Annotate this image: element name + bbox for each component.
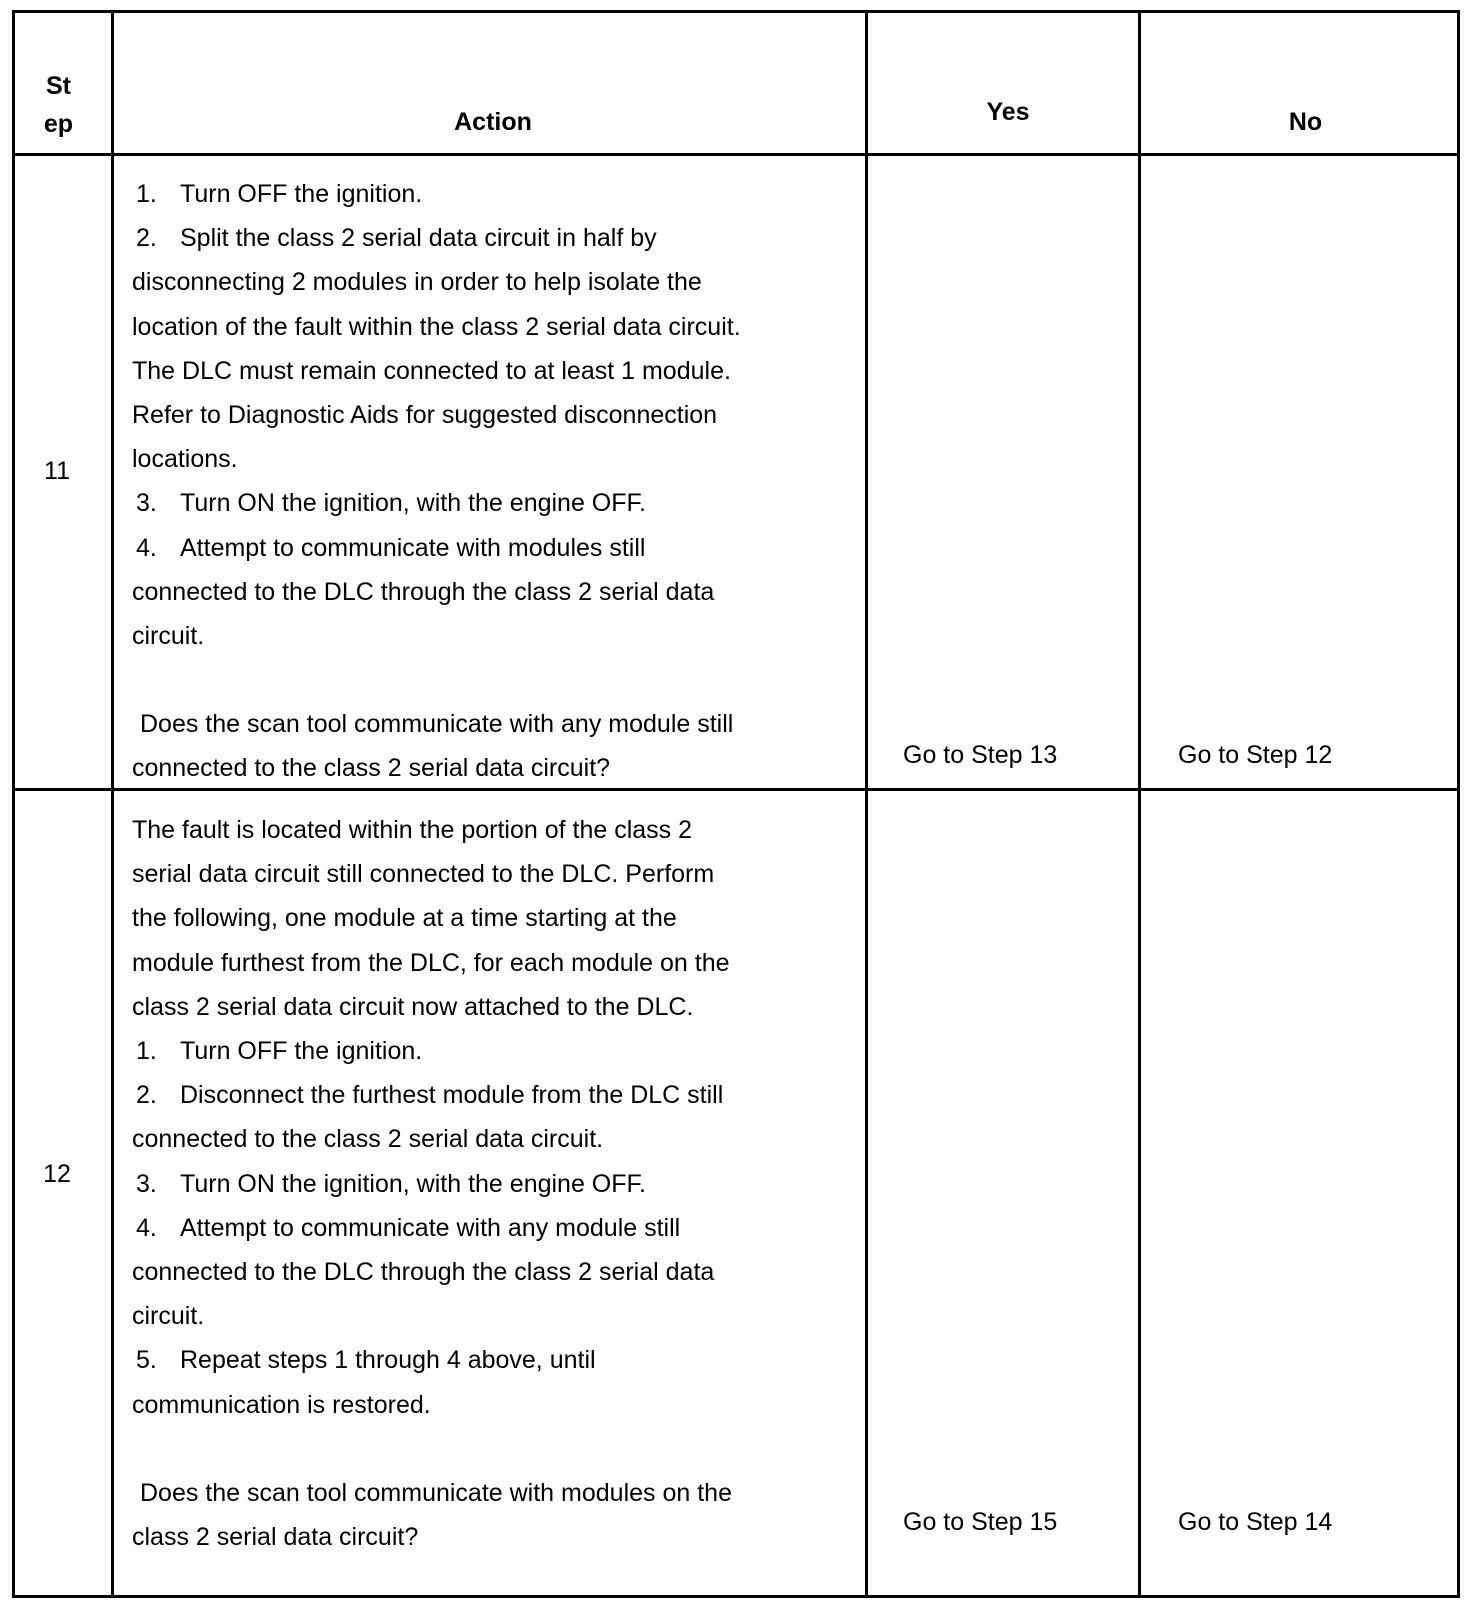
row-12-yes: Go to Step 15 xyxy=(903,1508,1058,1536)
header-action: Action xyxy=(454,108,532,136)
header-no: No xyxy=(1288,108,1323,136)
action-line: circuit. xyxy=(132,622,205,651)
action-item: 1. Turn OFF the ignition. xyxy=(136,1037,423,1066)
action-line: connected to the DLC through the class 2 serial data xyxy=(132,577,715,606)
action-line: circuit. xyxy=(132,1302,205,1331)
action-question: Does the scan tool communicate with any module still xyxy=(140,710,734,739)
header-step xyxy=(15,67,102,143)
action-item: 1. Turn OFF the ignition. xyxy=(136,180,423,208)
action-line: disconnecting 2 modules in order to help isolate the xyxy=(132,268,702,297)
action-line: Refer to Diagnostic Aids for suggested disconnection xyxy=(132,401,718,430)
action-line: The DLC must remain connected to at least 1 module. xyxy=(132,356,731,385)
header-yes: Yes xyxy=(986,98,1030,126)
action-line: connected to the DLC through the class 2 serial data xyxy=(132,1258,715,1287)
action-line: the following, one module at a time starting at the xyxy=(132,904,677,933)
row-11-yes: Go to Step 13 xyxy=(903,741,1058,769)
action-line: The fault is located within the portion of the class 2 xyxy=(132,816,693,844)
action-line: class 2 serial data circuit now attached to the DLC. xyxy=(132,992,694,1021)
action-line: location of the fault within the class 2 serial data circuit. xyxy=(132,312,741,341)
action-item: 2. Disconnect the furthest module from the DLC still xyxy=(136,1081,724,1110)
action-item: 4. Attempt to communicate with modules still xyxy=(136,533,646,562)
action-question: connected to the class 2 serial data circuit? xyxy=(132,754,611,783)
row-12-action xyxy=(132,808,852,1559)
action-line: communication is restored. xyxy=(132,1390,431,1419)
action-line: module furthest from the DLC, for each module on the xyxy=(132,948,730,977)
header-step-line2: ep xyxy=(43,110,74,138)
diagnostic-table xyxy=(12,10,1460,1598)
action-item: 2. Split the class 2 serial data circuit in half by xyxy=(136,224,657,253)
action-item: 4. Attempt to communicate with any module still xyxy=(136,1213,681,1242)
action-question: Does the scan tool communicate with modules on the xyxy=(140,1478,732,1507)
column-divider xyxy=(1138,13,1141,1595)
row-11-no: Go to Step 12 xyxy=(1178,741,1333,769)
action-line: connected to the class 2 serial data circuit. xyxy=(132,1125,604,1154)
row-11-step: 11 xyxy=(44,457,70,485)
action-item: 3. Turn ON the ignition, with the engine OFF. xyxy=(136,1169,646,1198)
header-divider xyxy=(15,153,1457,156)
action-item: 3. Turn ON the ignition, with the engine OFF. xyxy=(136,489,646,518)
action-question: class 2 serial data circuit? xyxy=(132,1523,419,1552)
header-step-line1: St xyxy=(46,72,71,100)
row-11-action xyxy=(132,172,852,791)
column-divider xyxy=(111,13,114,1595)
action-line: serial data circuit still connected to the DLC. Perform xyxy=(132,860,715,889)
action-line: locations. xyxy=(132,445,238,474)
row-12-step: 12 xyxy=(43,1160,71,1188)
column-divider xyxy=(865,13,868,1595)
row-12-no: Go to Step 14 xyxy=(1178,1508,1333,1536)
action-item: 5. Repeat steps 1 through 4 above, until xyxy=(136,1346,596,1375)
